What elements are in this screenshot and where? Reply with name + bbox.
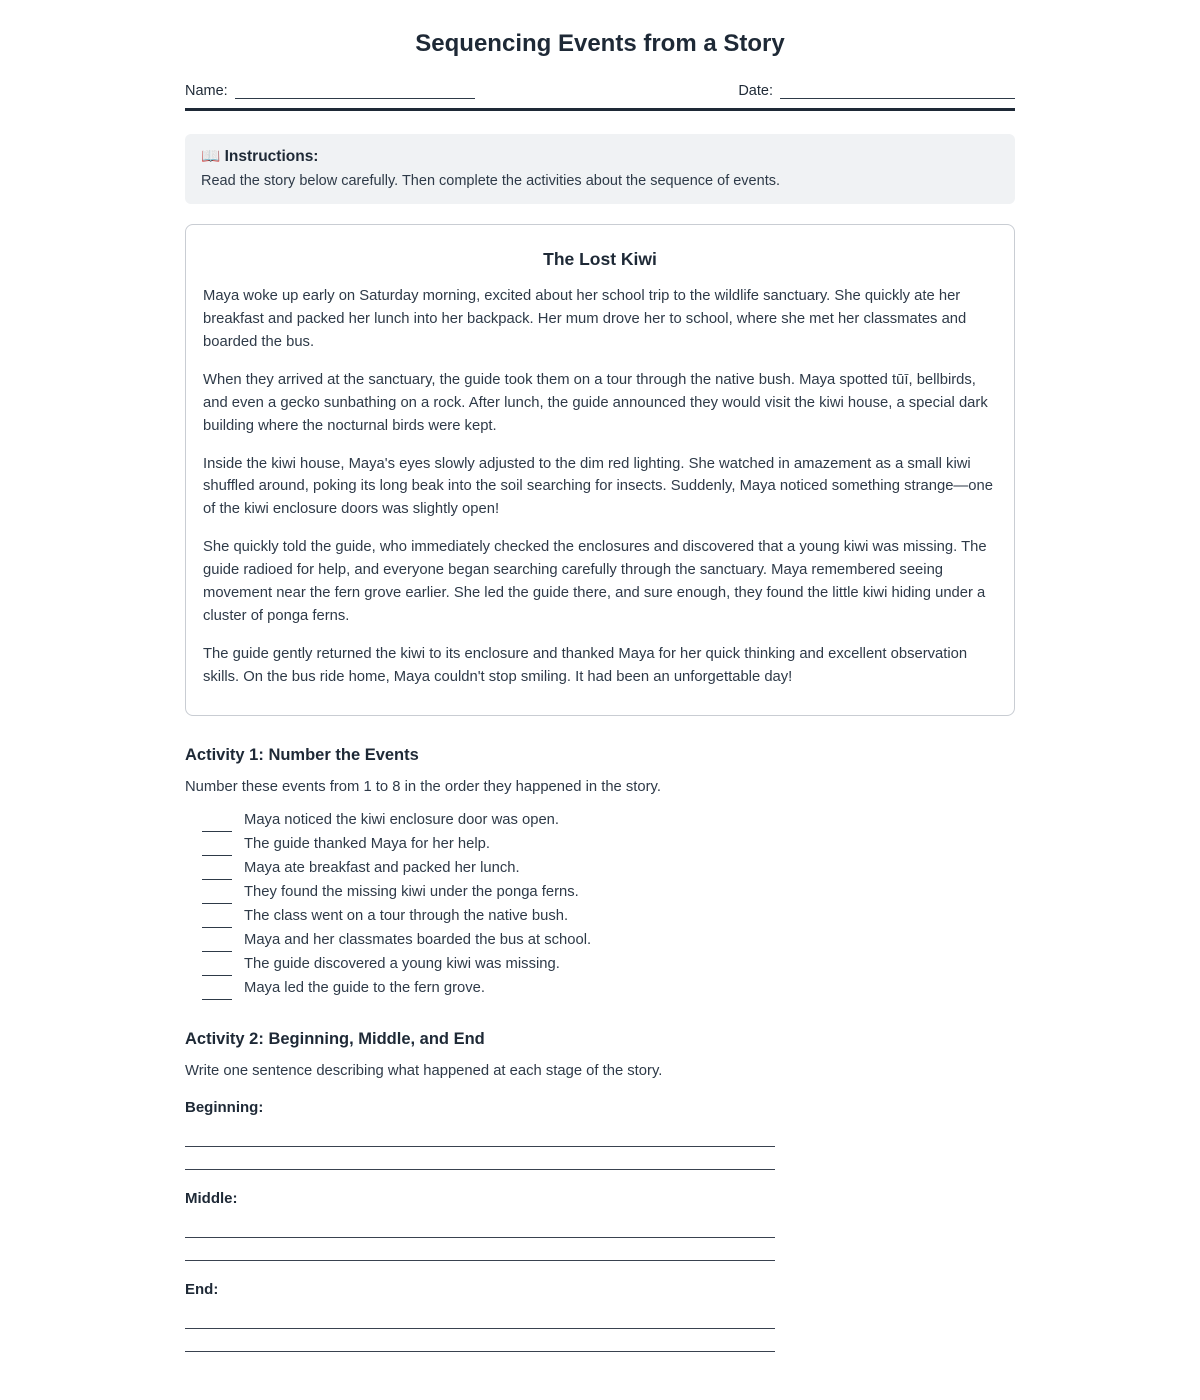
event-number-blank[interactable] xyxy=(202,885,232,904)
event-number-blank[interactable] xyxy=(202,909,232,928)
header-divider xyxy=(185,108,1015,111)
writing-line[interactable] xyxy=(185,1329,775,1352)
stage-label: Beginning: xyxy=(185,1098,264,1116)
event-row xyxy=(185,976,1015,1000)
story-paragraph: She quickly told the guide, who immediately checked the enclosures and discovered that a young kiwi was missing. The guide radioed for help, and everyone began searching carefully through the sanctuary. Maya remembered seeing movement near the fern grove earlier. She led the guide there, and sure enough, they found the little kiwi hiding under a cluster of ponga ferns. xyxy=(203,539,987,625)
event-text: Maya and her classmates boarded the bus at school. xyxy=(244,931,592,948)
activity1-intro: Number these events from 1 to 8 in the order they happened in the story. xyxy=(185,778,661,795)
writing-line[interactable] xyxy=(185,1298,775,1329)
event-row xyxy=(185,952,1015,976)
activity2-heading: Activity 2: Beginning, Middle, and End xyxy=(185,1029,485,1048)
event-row xyxy=(185,928,1015,952)
stage-beginning xyxy=(185,1099,1015,1170)
activity1-heading: Activity 1: Number the Events xyxy=(185,745,419,764)
instructions-box xyxy=(185,134,1015,204)
story-box xyxy=(185,224,1015,716)
story-paragraph: Maya woke up early on Saturday morning, excited about her school trip to the wildlife sanctuary. She quickly ate her breakfast and packed her lunch into her backpack. Her mum drove her to school, where she met her classmates and boarded the bus. xyxy=(203,288,967,350)
name-input-line[interactable] xyxy=(235,82,475,99)
page-title: Sequencing Events from a Story xyxy=(415,30,785,57)
activity2-intro: Write one sentence describing what happened at each stage of the story. xyxy=(185,1062,663,1079)
instructions-text: Read the story below carefully. Then complete the activities about the sequence of events. xyxy=(201,173,780,189)
date-input-line[interactable] xyxy=(780,82,1015,99)
event-text: The guide discovered a young kiwi was missing. xyxy=(244,955,560,972)
event-number-blank[interactable] xyxy=(202,933,232,952)
events-list xyxy=(185,808,1015,1000)
story-title: The Lost Kiwi xyxy=(543,249,657,269)
writing-line[interactable] xyxy=(185,1116,775,1147)
stage-middle xyxy=(185,1190,1015,1261)
stage-end xyxy=(185,1281,1015,1352)
event-text: The class went on a tour through the native bush. xyxy=(244,907,569,924)
name-label: Name: xyxy=(185,83,228,99)
event-number-blank[interactable] xyxy=(202,861,232,880)
worksheet-page xyxy=(185,0,1015,1352)
story-paragraph: Inside the kiwi house, Maya's eyes slowly adjusted to the dim red lighting. She watched in amazement as a small kiwi shuffled around, poking its long beak into the soil searching for insects. Suddenly, Maya noticed something strange—one of the kiwi enclosure doors was slightly open! xyxy=(203,455,993,518)
writing-line[interactable] xyxy=(185,1238,775,1261)
event-row xyxy=(185,904,1015,928)
story-paragraph: When they arrived at the sanctuary, the guide took them on a tour through the native bush. Maya spotted tūī, bellbirds, and even a gecko sunbathing on a rock. After lunch, the guide announced they would visit the kiwi house, a special dark building where the nocturnal birds were kept. xyxy=(203,371,988,434)
open-book-icon: 📖 xyxy=(201,148,225,165)
writing-line[interactable] xyxy=(185,1207,775,1238)
instructions-heading-label: Instructions: xyxy=(224,148,319,165)
date-label: Date: xyxy=(738,83,773,99)
writing-line[interactable] xyxy=(185,1147,775,1170)
header-fields xyxy=(185,82,1015,99)
name-field xyxy=(185,82,475,99)
stage-label: Middle: xyxy=(185,1189,238,1207)
event-text: Maya led the guide to the fern grove. xyxy=(244,979,486,996)
story-paragraph: The guide gently returned the kiwi to its enclosure and thanked Maya for her quick thinking and excellent observation skills. On the bus ride home, Maya couldn't stop smiling. It had been an unforgettable day! xyxy=(203,645,968,685)
event-text: Maya ate breakfast and packed her lunch. xyxy=(244,859,520,876)
date-field xyxy=(738,82,1015,99)
event-number-blank[interactable] xyxy=(202,837,232,856)
event-text: The guide thanked Maya for her help. xyxy=(244,835,490,852)
stage-label: End: xyxy=(185,1280,219,1298)
event-number-blank[interactable] xyxy=(202,957,232,976)
event-row xyxy=(185,808,1015,832)
event-number-blank[interactable] xyxy=(202,813,232,832)
event-row xyxy=(185,880,1015,904)
instructions-heading xyxy=(201,147,999,166)
event-row xyxy=(185,856,1015,880)
event-number-blank[interactable] xyxy=(202,981,232,1000)
event-text: Maya noticed the kiwi enclosure door was open. xyxy=(244,811,560,828)
event-row xyxy=(185,832,1015,856)
event-text: They found the missing kiwi under the ponga ferns. xyxy=(244,883,579,900)
